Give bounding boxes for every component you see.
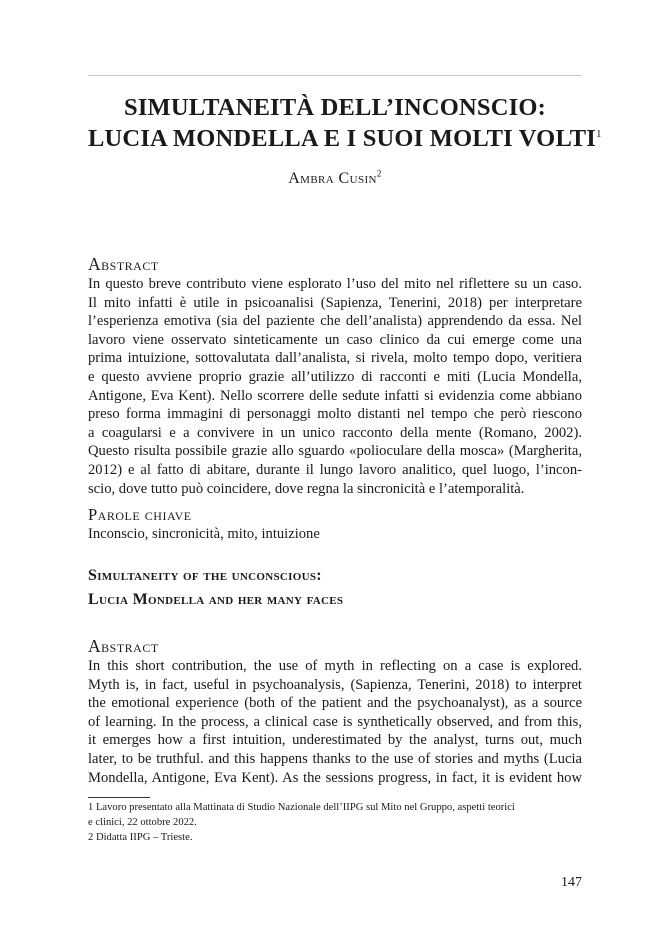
title-line-2 — [88, 123, 602, 154]
english-title-line-1: Simultaneity of the unconscious: — [88, 567, 322, 584]
text-line: prima intuizione, sottovalutata dall’analista, si rivela, molto tempo dopo, veritiera — [88, 350, 582, 367]
header-rule — [88, 75, 582, 76]
text-line: Il mito infatti è utile in psicoanalisi (Sapienza, Tenerini, 2018) per interpretare — [88, 294, 582, 311]
text-line: e questo avviene proprio grazie all’utilizzo di racconti e miti (Lucia Mondella, — [88, 368, 582, 385]
text-line: a coagularsi e a convivere in un unico racconto della mente (Romano, 2002). — [88, 424, 582, 441]
text-line: the emotional experience (both of the patient and the psychoanalyst), as a source — [88, 695, 582, 712]
text-line: of learning. In the process, a clinical case is synthetically observed, and from this, — [88, 713, 582, 730]
text-line: preso forma immagini di personaggi molto distanti nel tempo che però riescono — [88, 406, 582, 423]
footnote-2: 2 Didatta IIPG – Trieste. — [88, 831, 193, 843]
text-line: Myth is, in fact, useful in psychoanalysis, (Sapienza, Tenerini, 2018) to interpret — [88, 676, 582, 693]
abstract-heading-it: Abstract — [88, 254, 159, 274]
text-line: later, to be truthful. and this happens thanks to the use of stories and myths (Lucia — [88, 750, 582, 767]
text-line: Questo risulta possibile grazie allo sguardo «polioculare della mosca» (Margherita, — [88, 443, 582, 460]
title-line-1: SIMULTANEITÀ DELL’INCONSCIO: — [124, 94, 546, 121]
author-name — [88, 170, 582, 188]
author-footnote-ref[interactable]: 2 — [376, 168, 382, 179]
abstract-paragraph-it — [88, 275, 582, 498]
footnote-rule — [88, 797, 150, 798]
article-title — [88, 92, 602, 154]
abstract-heading-en: Abstract — [88, 636, 159, 656]
text-line: it emerges how a first intuition, underestimated by the analyst, turns out, much — [88, 732, 582, 749]
text-line: lavoro viene osservato sinteticamente un caso clinico da cui emerge come una — [88, 331, 582, 348]
text-line: In this short contribution, the use of myth in reflecting on a case is explored. — [88, 658, 582, 674]
keywords-line: Inconscio, sincronicità, mito, intuizione — [88, 526, 320, 542]
page-number: 147 — [561, 875, 582, 890]
english-title-line-2: Lucia Mondella and her many faces — [88, 591, 344, 608]
footnote-1-line-1: 1 Lavoro presentato alla Mattinata di Studio Nazionale dell’IIPG sul Mito nel Gruppo, aspetti teorici — [88, 802, 515, 813]
keywords-text — [88, 525, 582, 544]
text-line: l’esperienza emotiva (sia del paziente che dell’analista) apprendendo da essa. Nel — [88, 313, 582, 330]
footnote-1-line-2: e clinici, 22 ottobre 2022. — [88, 816, 197, 828]
text-line: Mondella, Antigone, Eva Kent). As the sessions progress, in fact, it is evident how — [88, 769, 582, 786]
text-line: Antigone, Eva Kent). Nello scorrere delle sedute infatti si evidenzia come abbiano — [88, 387, 582, 404]
title-line-2-text: LUCIA MONDELLA E I SUOI MOLTI VOLTI — [88, 125, 597, 152]
author-name-text: Ambra Cusin — [288, 170, 377, 187]
abstract-paragraph-en — [88, 657, 582, 787]
keywords-heading: Parole chiave — [88, 505, 192, 524]
text-line: scio, dove tutto può coincidere, dove regna la sincronicità e l’atemporalità. — [88, 480, 525, 497]
text-line: 2012) e al fatto di abitare, durante il lungo lavoro analitico, quel luogo, l’incon- — [88, 461, 582, 478]
footnotes — [88, 801, 588, 845]
english-title — [88, 564, 582, 612]
text-line: In questo breve contributo viene esplorato l’uso del mito nel riflettere su un caso. — [88, 276, 582, 292]
title-footnote-ref[interactable]: 1 — [596, 127, 602, 140]
